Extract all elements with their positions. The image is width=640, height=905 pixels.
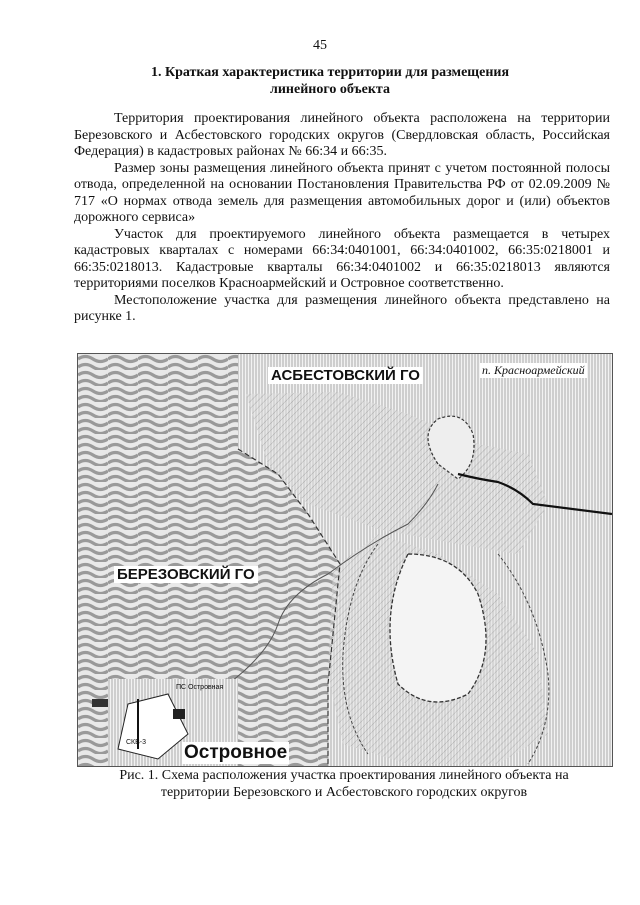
label-skv: СКВ-3 (126, 739, 147, 746)
paragraph-location: Местоположение участка для размещения линейного объекта представлено на рисунке 1. (74, 292, 610, 324)
paragraph-territory: Территория проектирования линейного объекта расположена на территории Березовского и Асбестовского городских округов (Свердловская область, Российская Федерация) в кадастровых районах № 66:34 и 66:35. (74, 111, 610, 159)
substation-marker (92, 699, 108, 707)
paragraph-zone-size: Размер зоны размещения линейного объекта принят с учетом постоянной полосы отвода, определенной на основании Постановления Правительства РФ от 02.09.2009 № 717 «О нормах отвода земель для размещения автомобильных дорог и (или) объектов дорожного сервиса» (74, 160, 610, 225)
caption-line-2: территории Березовского и Асбестовского городских округов (160, 784, 528, 800)
page-number: 45 (313, 38, 327, 53)
body-text (74, 111, 610, 326)
figure-caption (77, 768, 611, 801)
heading-line-1: 1. Краткая характеристика территории для размещения (150, 65, 510, 80)
caption-line-1: Рис. 1. Схема расположения участка проектирования линейного объекта на (119, 768, 569, 783)
label-ostrovnoe: Островное (184, 742, 288, 763)
label-berezovsky-go: БЕРЕЗОВСКИЙ ГО (114, 566, 258, 583)
label-asbestovsky-go: АСБЕСТОВСКИЙ ГО (268, 367, 423, 384)
heading-line-2: линейного объекта (270, 82, 390, 97)
map-drawing (78, 354, 612, 766)
label-substation: ПС Островная (176, 684, 224, 691)
label-krasnoarmeysky: п. Красноармейский (482, 363, 585, 377)
building-marker (173, 709, 185, 719)
paragraph-cadastral: Участок для проектируемого линейного объекта размещается в четырех кадастровых кварталах с номерами 66:34:0401001, 66:34:0401002, 66:35:0218001 и 66:35:0218013. Кадастровые кварталы 66:34:0401002 и 66:35:0218013 являются территориями поселков Красноармейский и Островное соответственно. (74, 226, 610, 291)
location-map (77, 353, 613, 767)
section-heading (60, 64, 600, 98)
